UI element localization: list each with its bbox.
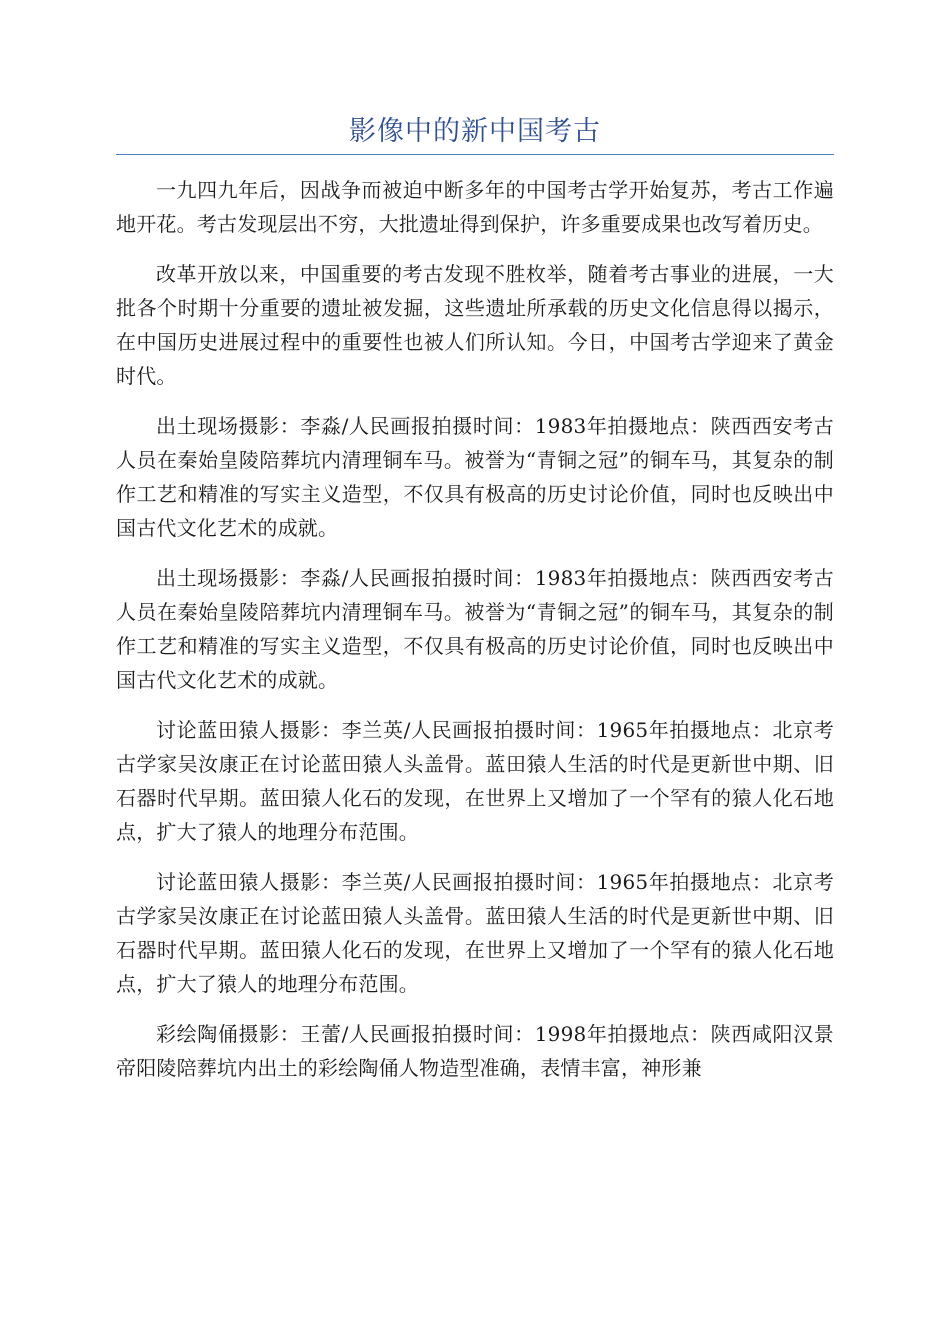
paragraph-5: 讨论蓝田猿人摄影：李兰英/人民画报拍摄时间：1965年拍摄地点：北京考古学家吴汝康正在讨论蓝田猿人头盖骨。蓝田猿人生活的时代是更新世中期、旧石器时代早期。蓝田猿人化石的发现，在世界上又增加了一个罕有的猿人化石地点，扩大了猿人的地理分布范围。 — [116, 718, 834, 844]
paragraph-3: 出土现场摄影：李淼/人民画报拍摄时间：1983年拍摄地点：陕西西安考古人员在秦始皇陵陪葬坑内清理铜车马。被誉为“青铜之冠”的铜车马，其复杂的制作工艺和精准的写实主义造型，不仅具有极高的历史讨论价值，同时也反映出中国古代文化艺术的成就。 — [116, 414, 834, 540]
document-page — [116, 112, 834, 1101]
paragraph-2: 改革开放以来，中国重要的考古发现不胜枚举，随着考古事业的进展，一大批各个时期十分重要的遗址被发掘，这些遗址所承载的历史文化信息得以揭示，在中国历史进展过程中的重要性也被人们所认知。今日，中国考古学迎来了黄金时代。 — [116, 262, 834, 388]
paragraph-7: 彩绘陶俑摄影：王蕾/人民画报拍摄时间：1998年拍摄地点：陕西咸阳汉景帝阳陵陪葬坑内出土的彩绘陶俑人物造型准确，表情丰富，神形兼 — [116, 1022, 834, 1080]
paragraph-1: 一九四九年后，因战争而被迫中断多年的中国考古学开始复苏，考古工作遍地开花。考古发现层出不穷，大批遗址得到保护，许多重要成果也改写着历史。 — [116, 178, 834, 236]
paragraph-6: 讨论蓝田猿人摄影：李兰英/人民画报拍摄时间：1965年拍摄地点：北京考古学家吴汝康正在讨论蓝田猿人头盖骨。蓝田猿人生活的时代是更新世中期、旧石器时代早期。蓝田猿人化石的发现，在世界上又增加了一个罕有的猿人化石地点，扩大了猿人的地理分布范围。 — [116, 870, 834, 996]
document-title: 影像中的新中国考古 — [116, 112, 834, 155]
paragraph-4: 出土现场摄影：李淼/人民画报拍摄时间：1983年拍摄地点：陕西西安考古人员在秦始皇陵陪葬坑内清理铜车马。被誉为“青铜之冠”的铜车马，其复杂的制作工艺和精准的写实主义造型，不仅具有极高的历史讨论价值，同时也反映出中国古代文化艺术的成就。 — [116, 566, 834, 692]
